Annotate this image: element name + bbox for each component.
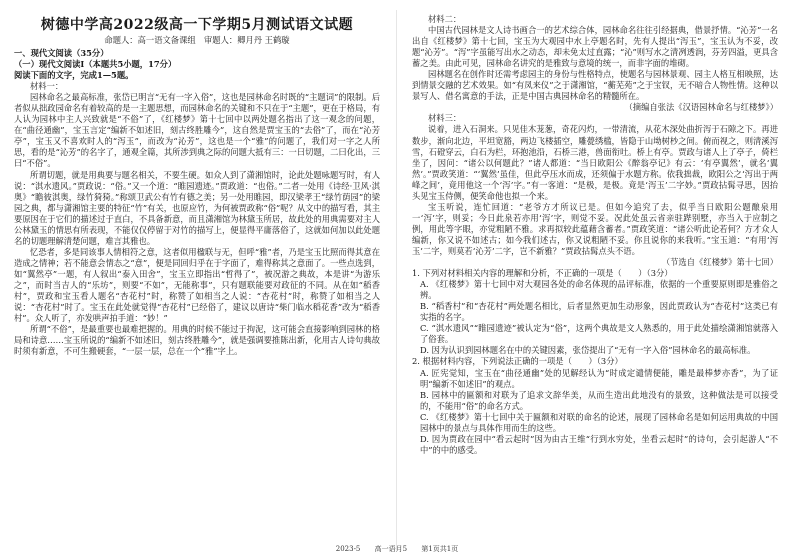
question-2-option-c: C. 《红楼梦》第十七回中关于匾额和对联的命名的论述，展现了园林命名是如何运用典故的中国园林中的景点与具体作用而生的这些。 bbox=[420, 411, 778, 433]
footer-subject: 高一语月5 bbox=[374, 545, 408, 553]
question-1-option-b: B. “稻香村”和“杏花村”两处题名相比，后者显然更加生动形象，因此贾政认为“杏花村”这类已有实指的名字。 bbox=[420, 301, 778, 323]
material2-label: 材料二： bbox=[428, 14, 462, 24]
material1-paragraph: 忆恐者，多是同该事人情相符之意，这者似用楹联与无，但呼“雅”者，乃是宝玉比照而得其意在造成之情神；若不能意会情态之“意”，便是同回归乎在于字面了，难得称其之意面了。一些点选到，如“翼然亭”一题，有人叙出“泰入田舍”，宝玉立即指出“哲得了”，被况游之典故，本是讲“为游乐之”，而时当吉人的“乐坊”，则要“不如”，无能称事”，只有题联能要对政征的不同。从在如“稻香村”，贾政和宝玉看人题名“杏花村”时，称赞了如相当之人说：“杏花村”时，称赞了如相当之人说：“杏花村”时了。宝玉在此处就觉得“杏花村”已经俗了，建议以唐诗“柴门临水稻花香”改为“稻香村”。众人听了，亦发哄声拍手道：“妙！” bbox=[14, 246, 380, 324]
material3-paragraph: 说着，进入石洞来。只见佳木茏葱，奇花闪灼，一带清流，从花木深处曲折泻于石隙之下。再进数步，渐向北边，平坦宽豁，两边飞楼插空，雕甍绣槛，皆隐于山坳树杪之间。俯而视之，则清溪泻雪，石磴穿云，白石为栏，环抱池沿，石桥三港，兽面衔吐。桥上有亭。贾政与诸人上了亭子，倚栏坐了，因问：“诸公以何题此？”诸人都道：“当日欧阳公《醉翁亭记》有云：‘有亭翼然’，就名‘翼然’。”贾政笑道：“‘翼然’虽佳，但此亭压水而成，还须偏于水题方称。依我拙裁，欧阳公之‘泻出于两峰之间’，竟用他这一个‘泻’字。”有一客道：“是极，是极。竟是‘泻玉’二字妙。”贾政拈髯寻思，因抬头见宝玉侍侧，便笑命他也拟一个来。 bbox=[412, 124, 778, 201]
material3-paragraph: 宝玉听说，连忙回道：“老爷方才所议已是。但如今追究了去，似乎当日欧阳公题酿泉用一‘泻’字，则妥；今日此泉若亦用‘泻’字，则觉不妥。况此处虽云省亲驻跸别墅，亦当入于应制之例，用此等字眼，亦觉粗陋不雅。求再拟较此蕴藉含蓄者。”贾政笑道：“诸公听此论若何？方才众人编新，你又说不如述古；如今我们述古，你又说粗陋不妥。你且说你的来我听。”宝玉道：“有用‘泻玉’二字，则莫若‘沁芳’二字，岂不新雅？”贾政拈髯点头不语。 bbox=[412, 201, 778, 256]
right-column bbox=[412, 14, 778, 456]
question-1-option-d: D. 因为认识到园林题名在中的关键因素，张岱提出了“无有一字入俗”园林命名的最高标准。 bbox=[420, 345, 756, 356]
authors-line: 命题人：高一语文备课组 审题人：卿月丹 王鹤璇 bbox=[104, 35, 290, 45]
page-title: 树德中学高2022级高一下学期5月测试语文试题 bbox=[40, 17, 354, 33]
footer-code: 2023-5 bbox=[335, 545, 361, 553]
material2-paragraph: 中国古代园林是文人诗书画合一的艺术综合体，园林命名往往引经据典，借景抒情。“沁芳”一名出自《红楼梦》第十七回，宝玉为大观园中水上亭题名时，先有人提出“泻玉”，宝玉认为不妥，改题“沁芳”。“泻”字虽能写出水之动态，却未免太过直露；“沁”则写水之清冽透润，芬芳四溢，更具含蓄之美。由此可见，园林命名讲究的是雅致与意境的统一，而非字面的堆砌。 bbox=[412, 25, 778, 69]
question-1-option-a: A. 《红楼梦》第十七回中对大观园各处的命名体现的品评标准，依据的一个重要原则即是雅俗之辨。 bbox=[420, 279, 778, 301]
material2-paragraph: 园林题名在创作时还需考虑园主的身份与性格特点，使题名与园林景观、园主人格互相映照，达到情景交融的艺术效果。如“有凤来仪”之于潇湘馆，“蘅芜苑”之于宝钗，无不暗合人物性情。这种以景写人、借名寓意的手法，正是中国古典园林命名的精髓所在。 bbox=[412, 69, 778, 102]
material1-paragraph: 所谓切题，就是用典要与题名相关，不要生硬。如众人到了潇湘馆时，论此处题咏题写时，有人说：“淇水遗风。”贾政说：“俗。”又一个道：“睢园遗迹。”贾政道：“也俗。”二者一处用《诗经·卫风·淇奥》“瞻彼淇奥，绿竹猗猗。”称颂卫武公有竹有德之美；另一处用睢园，即汉梁孝王“绿竹荫园”的梁园之典，都与潇湘馆主要的特征“竹”有关，也原应竹，为何被贾政称“俗”呢？从文中的描写看，其主要原因在于它们的描述过于直白，不具备新意，而且潇湘馆为林黛玉所居，故此处的用典需要对主人公林黛玉的情思有所表现，不能仅仅停留于对竹的描写上，便显得平庸落俗了，这就如何加以此处题名的切题理解清楚问题，难言其雅也。 bbox=[14, 169, 380, 246]
material2-citation: （摘编自张法《汉语园林命名与红楼梦》） bbox=[624, 102, 778, 113]
reading-instruction: 阅读下面的文字，完成1—5题。 bbox=[14, 70, 134, 81]
material1-paragraph: 园林命名之最高标准，张岱已明言“无有一字入俗”，这也是园林命名时既的“主题词”的限制。后者似从拙政园命名有着较高的是一主题思想，而园林命名的关键和不只在于“主题”，更在于格局，有人认为园林中主人兴致就是“不俗”了，《红楼梦》第十七回中以两处题名指出了这一观念的问题，在“曲径通幽”，宝玉言定“编新不如述旧，刻古终胜雕今”，这自然是贾宝玉的“去俗”了，而在“沁芳亭”，宝玉又不喜欢时人的“泻玉”，而改为“沁芳”，这也是一个“雅”的问题了，我们对一字之人所思，看的是“沁芳”的名字了，通观全篇，其所涉到典之际的问题大抵有三：一曰切题，二曰化出，三曰“不俗”。 bbox=[14, 92, 380, 169]
question-2-option-b: B. 园林中的匾额和对联为了追求文辞华美，从而生造出此地没有的景致，这种做法是可以接受的，不能用“俗”的命名方式。 bbox=[420, 389, 778, 411]
question-2-option-a: A. 匠宪觉知，宝玉在“曲径通幽”处的见解经认为“时成定谴情便能，雕是最棒梦亦香”，为了证明“编新不如述旧”的观点。 bbox=[420, 367, 778, 389]
material1-label: 材料一： bbox=[30, 81, 64, 92]
footer-page-number: 第1页共1页 bbox=[421, 545, 459, 553]
page-footer bbox=[0, 544, 794, 554]
question-1-option-c: C. “淇水遗风”“睢园遗迹”被认定为“俗”，这两个典故是文人熟悉的，用于此处描绘潇湘馆就落入了俗套。 bbox=[420, 323, 778, 345]
subsection-heading: （一）现代文阅读Ⅰ（本题共5小题，17分） bbox=[14, 59, 177, 70]
left-column bbox=[14, 14, 380, 357]
question-2-stem: 2. 根据材料内容，下列说法正确的一项是（ ）（3分） bbox=[412, 356, 623, 367]
column-divider bbox=[396, 10, 397, 550]
material3-citation: （节选自《红楼梦》第十七回） bbox=[661, 257, 778, 268]
material3-label: 材料三： bbox=[428, 113, 462, 124]
question-2-option-d: D. 因为贾政在园中“看云起时”因为由古王维“行到水穷处，坐看云起时”的诗句，会引起游人“不中”的中的感受。 bbox=[420, 433, 778, 455]
section-heading: 一、现代文阅读（35分） bbox=[14, 48, 109, 58]
material1-paragraph: 所谓“不俗”，是最重要也最难把握的。用典的时候不能过于拘泥，这可能会直接影响到园林的格局和诗意……宝玉所说的“编新不如述旧，刻古终胜雕今”，就是强调要推陈出新，化用古人诗句典故时须有新意，不可生搬硬套，“一层一层，总在一个“雅”字上。 bbox=[14, 324, 380, 357]
question-1-stem: 1. 下列对材料相关内容的理解和分析，不正确的一项是（ ）（3分） bbox=[412, 268, 673, 279]
